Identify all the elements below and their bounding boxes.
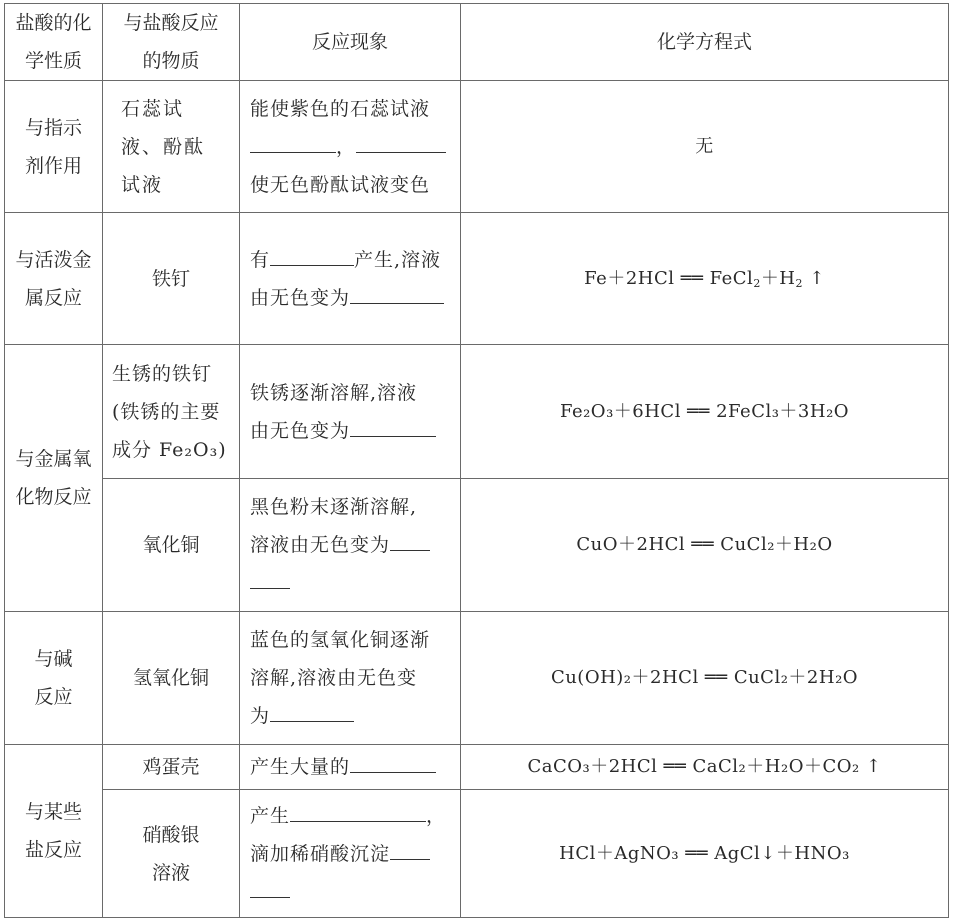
answer-blank[interactable] [250,566,290,589]
answer-blank[interactable] [390,837,430,860]
equation-cell: 无 [461,81,949,213]
substance-cell: 铁钉 [103,213,240,345]
substance-cell: 硝酸银溶液 [103,790,240,918]
table-row [5,745,949,790]
header-row [5,4,949,81]
phenomenon-cell: 黑色粉末逐渐溶解, 溶液由无色变为 [240,479,461,612]
property-cell: 与碱反应 [5,612,103,745]
answer-blank[interactable] [250,875,290,898]
property-cell: 与金属氧化物反应 [5,345,103,612]
substance-cell: 鸡蛋壳 [103,745,240,790]
answer-blank[interactable] [350,414,436,437]
substance-cell: 生锈的铁钉(铁锈的主要成分 Fe₂O₃) [103,345,240,479]
equation-cell: Fe₂O₃＋6HCl ══ 2FeCl₃＋3H₂O [461,345,949,479]
answer-blank[interactable] [350,750,436,773]
table-row [5,790,949,918]
header-phenomenon: 反应现象 [240,4,461,81]
property-cell: 与某些盐反应 [5,745,103,918]
phenomenon-cell: 蓝色的氢氧化铜逐渐 溶解,溶液由无色变 为 [240,612,461,745]
equation-cell: CaCO₃＋2HCl ══ CaCl₂＋H₂O＋CO₂ ↑ [461,745,949,790]
table-row [5,479,949,612]
answer-blank[interactable] [390,528,430,551]
table-row [5,213,949,345]
header-property: 盐酸的化学性质 [5,4,103,81]
equation-cell: Fe＋2HCl ══ $FeCl_2+H_2$ ↑ [461,213,949,345]
answer-blank[interactable] [350,281,444,304]
substance-cell: 石蕊试液、酚酞试液 [103,81,240,213]
property-cell: 与指示剂作用 [5,81,103,213]
substance-cell: 氢氧化铜 [103,612,240,745]
header-equation: 化学方程式 [461,4,949,81]
answer-blank[interactable] [356,130,446,153]
equation-cell: Cu(OH)₂＋2HCl ══ CuCl₂＋2H₂O [461,612,949,745]
table-row [5,612,949,745]
answer-blank[interactable] [250,130,336,153]
phenomenon-cell: 产生 ， 滴加稀硝酸沉淀 [240,790,461,918]
hydrochloric-acid-properties-table [4,3,949,918]
substance-cell: 氧化铜 [103,479,240,612]
phenomenon-cell: 有 产生,溶液 由无色变为 [240,213,461,345]
answer-blank[interactable] [270,699,354,722]
phenomenon-cell: 产生大量的 [240,745,461,790]
property-cell: 与活泼金属反应 [5,213,103,345]
phenomenon-cell: 能使紫色的石蕊试液 ， 使无色酚酞试液变色 [240,81,461,213]
equation-cell: HCl＋AgNO₃ ══ AgCl↓＋HNO₃ [461,790,949,918]
phenomenon-cell: 铁锈逐渐溶解,溶液 由无色变为 [240,345,461,479]
header-substance: 与盐酸反应的物质 [103,4,240,81]
answer-blank[interactable] [270,243,354,266]
table-row [5,345,949,479]
table-row [5,81,949,213]
answer-blank[interactable] [290,799,426,822]
equation-cell: CuO＋2HCl ══ CuCl₂＋H₂O [461,479,949,612]
